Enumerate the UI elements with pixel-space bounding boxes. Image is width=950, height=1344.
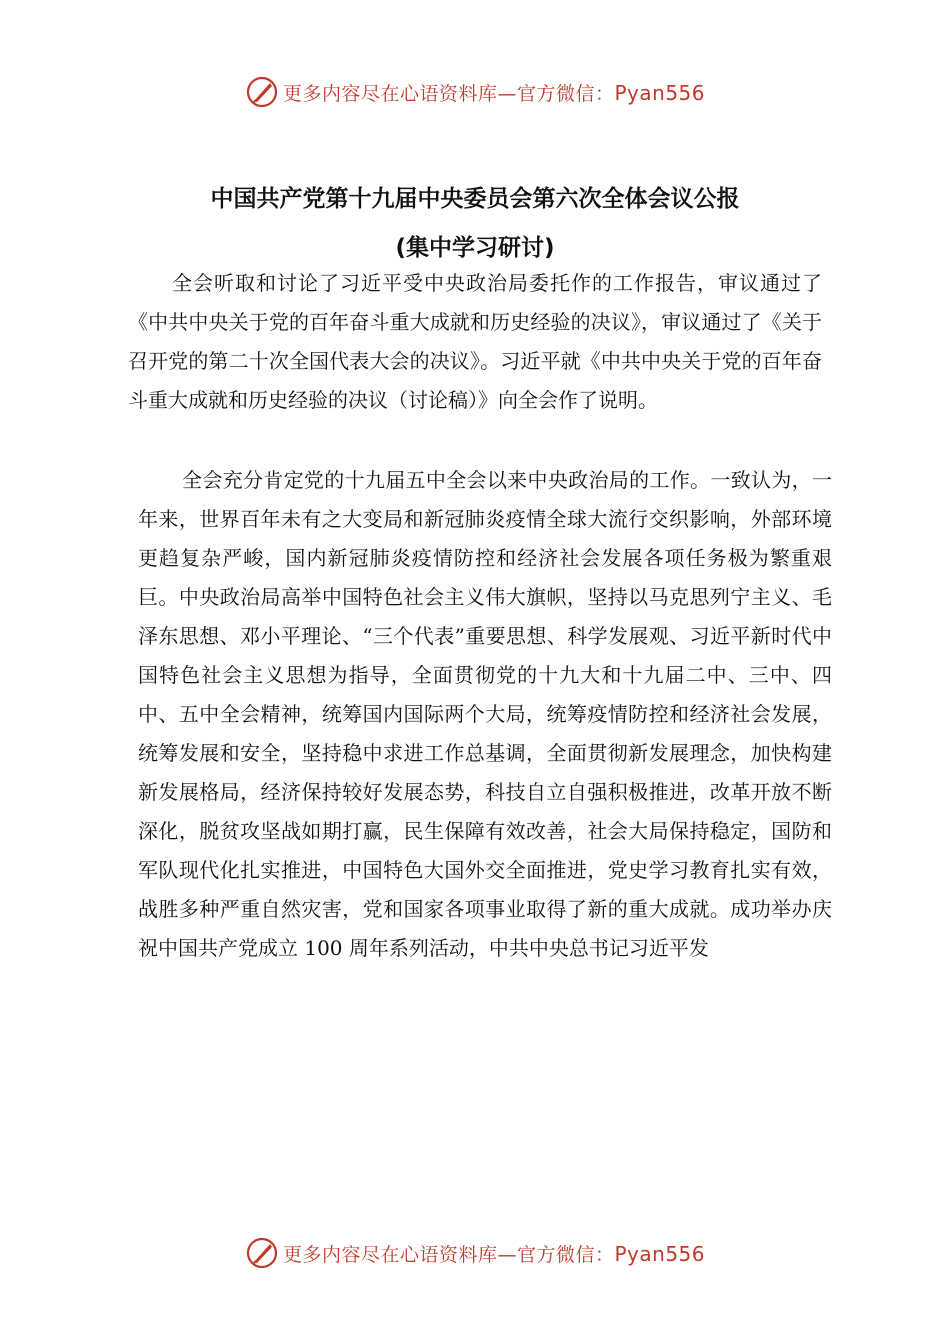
document-title: 中国共产党第十九届中央委员会第六次全体会议公报 [210,186,740,212]
quill-logo-icon [245,75,279,109]
document-subtitle: (集中学习研讨) [395,235,555,261]
paragraph-2: 全会充分肯定党的十九届五中全会以来中央政治局的工作。一致认为，一年来，世界百年未有之大变局和新冠肺炎疫情全球大流行交织影响，外部环境更趋复杂严峻，国内新冠肺炎疫情防控和经济社会发展各项任务极为繁重艰巨。中央政治局高举中国特色社会主义伟大旗帜，坚持以马克思列宁主义、毛泽东思想、邓小平理论、“三个代表”重要思想、科学发展观、习近平新时代中国特色社会主义思想为指导，全面贯彻党的十九大和十九届二中、三中、四中、五中全会精神，统筹国内国际两个大局，统筹疫情防控和经济社会发展，统筹发展和安全，坚持稳中求进工作总基调，全面贯彻新发展理念，加快构建新发展格局，经济保持较好发展态势，科技自立自强积极推进，改革开放不断深化，脱贫攻坚战如期打赢，民生保障有效改善，社会大局保持稳定，国防和军队现代化扎实推进，中国特色大国外交全面推进，党史学习教育扎实有效， 战胜多种严重自然灾害，党和国家各项事业取得了新的重大成就。成功举办庆祝中国共产党成立 100 周年系列活动，中共中央总书记习近平发 [138,468,832,960]
footer-watermark [0,1233,950,1273]
paragraph-1: 全会听取和讨论了习近平受中央政治局委托作的工作报告，审议通过了《中共中央关于党的百年奋斗重大成就和历史经验的决议》，审议通过了《关于召开党的第二十次全国代表大会的决议》。习近平就《中共中央关于党的百年奋斗重大成就和历史经验的决议（讨论稿）》向全会作了说明。 [128,271,822,412]
watermark-text: 更多内容尽在心语资料库—官方微信：Pyan556 [282,80,706,105]
header-watermark [0,72,950,112]
wechat-id: Pyan556 [614,1241,706,1266]
watermark-text: 更多内容尽在心语资料库—官方微信：Pyan556 [282,1241,706,1266]
wechat-id: Pyan556 [614,80,706,105]
quill-logo-icon [245,1236,279,1270]
